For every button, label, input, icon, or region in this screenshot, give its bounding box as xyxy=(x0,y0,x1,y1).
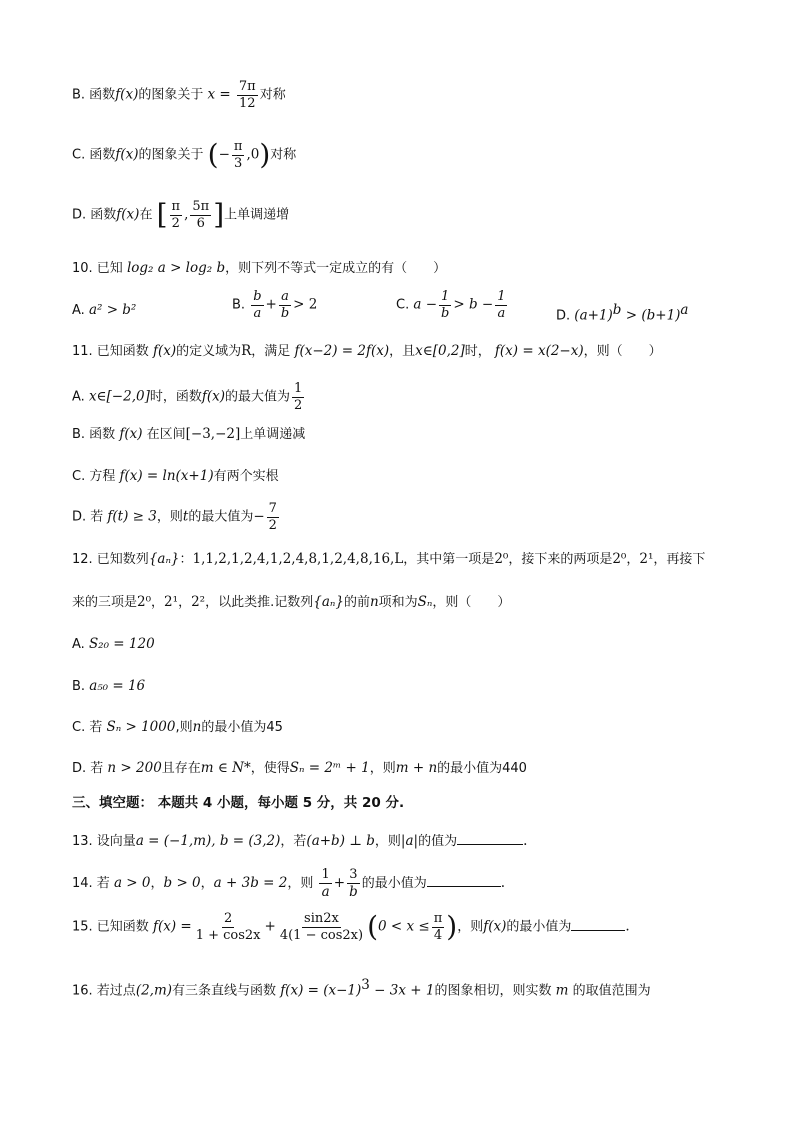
fraction: $\frac{1}{a}$ xyxy=(497,289,506,321)
answer-blank xyxy=(427,876,501,887)
q13: 13. 设向量a = (−1,m), b = (3,2)，若(a+b) ⊥ b，则|a|的值为 . xyxy=(72,833,528,849)
q10-stem: 10. 已知 log₂ a > log₂ b，则下列不等式一定成立的有（ ） xyxy=(72,260,447,276)
section-heading: 三、填空题： 本题共 4 小题，每小题 5 分，共 20 分. xyxy=(72,795,405,811)
answer-blank xyxy=(571,920,625,931)
q11-stem: 11. 已知函数 f(x)的定义域为R，满足 f(x−2) = 2f(x)，且x∈[0,2]时， f(x) = x(2−x)，则（ ） xyxy=(72,343,662,359)
q10-option-a: A. a² > b² xyxy=(72,302,137,318)
q12-stem-line1: 12. 已知数列{aₙ}：1,1,2,1,2,4,1,2,4,8,1,2,4,8,16,L，其中第一项是2⁰，接下来的两项是2⁰，2¹，再接下 xyxy=(72,551,706,567)
fraction: $\frac{a}{b}$ xyxy=(280,289,290,321)
q9-option-d: D. 函数f(x)在 [ $\frac{\pi}{2}$ , $\frac{5\pi}{6}$ ]上单调递增 xyxy=(72,198,290,232)
fraction: $\frac{7}{2}$ xyxy=(268,501,277,533)
q9-option-c: C. 函数f(x)的图象关于 (− $\frac{\pi}{3}$ ,0)对称 xyxy=(72,138,297,172)
q10-option-b: B. $\frac{b}{a}$ + $\frac{a}{b}$ > 2 xyxy=(232,289,318,321)
q9-option-b: B. 函数f(x)的图象关于 x = $\frac{7\pi}{12}$ 对称 xyxy=(72,79,286,111)
q10-option-c: C. a − $\frac{1}{b}$ > b − $\frac{1}{a}$ xyxy=(396,289,506,321)
fraction: $\frac{b}{a}$ xyxy=(253,289,262,321)
answer-blank xyxy=(457,834,523,845)
fraction: $\frac{\pi}{2}$ xyxy=(171,199,181,231)
q10-option-d: D. $(a+1)^b > (b+1)^a$ xyxy=(556,302,689,324)
q11-option-b: B. 函数 f(x) 在区间[−3,−2]上单调递减 xyxy=(72,426,306,442)
q16: 16. 若过点(2,m)有三条直线与函数 $f(x) = (x-1)^3 - 3x + 1$的图象相切，则实数 m 的取值范围为 xyxy=(72,977,651,999)
q12-stem-line2: 来的三项是2⁰，2¹，2²，以此类推.记数列{aₙ}的前n项和为Sₙ，则（ ） xyxy=(72,594,511,610)
fraction: $\frac{\pi}{3}$ xyxy=(233,139,243,171)
fraction: $\frac{7\pi}{12}$ xyxy=(238,79,256,111)
fraction: $\frac{\pi}{4}$ xyxy=(433,911,443,943)
fraction: $\frac{5\pi}{6}$ xyxy=(192,199,210,231)
q12-option-a: A. S₂₀ = 120 xyxy=(72,636,155,652)
q14: 14. 若 a > 0，b > 0，a + 3b = 2，则 $\frac{1}{a}$ + $\frac{3}{b}$ 的最小值为 . xyxy=(72,867,506,900)
q12-option-d: D. 若 n > 200且存在m ∈ N*，使得Sₙ = 2ᵐ + 1，则m + n的最小值为440 xyxy=(72,760,527,776)
q11-option-d: D. 若 f(t) ≥ 3，则t的最大值为− $\frac{7}{2}$ xyxy=(72,501,277,533)
q11-option-c: C. 方程 f(x) = ln(x+1)有两个实根 xyxy=(72,468,279,484)
fraction: $\frac{1}{a}$ xyxy=(321,867,330,900)
q11-option-a: A. x∈[−2,0]时，函数f(x)的最大值为 $\frac{1}{2}$ xyxy=(72,381,303,413)
fraction: $\frac{2}{1 + \cos 2x}$ xyxy=(195,911,261,943)
fraction: $\frac{\sin 2x}{4(1 - \cos 2x)}$ xyxy=(279,911,364,943)
fraction: $\frac{1}{b}$ xyxy=(441,289,450,321)
fraction: $\frac{1}{2}$ xyxy=(294,381,303,413)
q12-option-b: B. a₅₀ = 16 xyxy=(72,678,146,694)
q12-option-c: C. 若 Sₙ > 1000,则n的最小值为45 xyxy=(72,719,283,735)
q15: 15. 已知函数 f(x) = $\frac{2}{1 + \cos 2x}$ + $\frac{\sin 2x}{4(1 - \cos 2x)}$ (0 < x ≤ $\frac{\pi}{4}$ )，则f(x)的最小值为 . xyxy=(72,910,630,944)
fraction: $\frac{3}{b}$ xyxy=(349,867,358,900)
